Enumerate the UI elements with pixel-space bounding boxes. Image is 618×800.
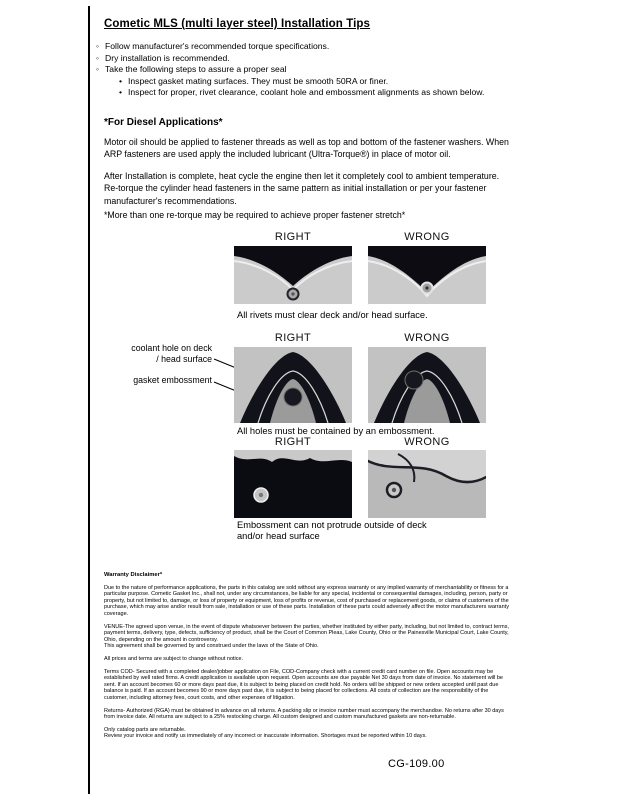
coolant-hole-callout: coolant hole on deck / head surface: [131, 343, 212, 364]
disclaimer-paragraph: Due to the nature of performance applications, the parts in this catalog are sold without any express warranty or any implied warranty of merchantability or fitness for a particular purpose. Cometic Gasket Inc., shall not, under any circumstances, be liable for any special, incidental or consequential damages, including, person, party or property, but not limited to, damage, or loss of property or equipment, loss of profits or revenue, cost of purchased or replacement goods, or claims of customers of the purchase, which may arise and/or result from sale, installation or use of these parts. Installation of these parts could adversely affect the motor manufacturers warranty coverage.: [104, 584, 509, 617]
rivet-wrong-diagram: [368, 246, 486, 304]
diagram-panel: [368, 450, 486, 518]
tips-sublist: [119, 76, 542, 99]
left-margin-line: [88, 6, 90, 794]
diagram-caption: All holes must be contained by an embossment.: [237, 426, 435, 436]
wrong-label: WRONG: [404, 231, 450, 243]
diagram-panel: [368, 347, 486, 423]
list-item-text: Take the following steps to assure a proper seal: [105, 64, 287, 74]
list-item: • Inspect gasket mating surfaces. They must be smooth 50RA or finer.: [119, 76, 542, 88]
right-label: RIGHT: [274, 332, 312, 344]
retorque-note: *More than one re-torque may be required to achieve proper fastener stretch*: [104, 210, 406, 220]
disclaimer-paragraph: All prices and terms are subject to change without notice.: [104, 655, 244, 662]
rivet-right-diagram: [234, 246, 352, 304]
warranty-disclaimer-heading: Warranty Disclaimer*: [104, 572, 163, 578]
disclaimer-paragraph: Returns- Authorized (RGA) must be obtained in advance on all returns. A packing slip or invoice number must accompany the merchandise. No returns after 30 days from invoice date. All returns are subject to a 25% restocking charge. All custom designed and custom manufactured gaskets are non-returnable.: [104, 707, 504, 721]
warranty-disclaimer: [104, 572, 512, 746]
gasket-embossment-callout: gasket embossment: [133, 375, 212, 385]
catalog-page-code: CG-109.00: [388, 758, 445, 770]
page-title: Cometic MLS (multi layer steel) Installation Tips: [104, 18, 371, 30]
diagram-panel: [234, 450, 352, 518]
disclaimer-paragraph: Review your invoice and notify us immediately of any incorrect or inaccurate information. Shortages must be reported within 10 days.: [104, 733, 427, 740]
tips-list: [96, 41, 542, 99]
diesel-paragraph-2: After Installation is complete, heat cycle the engine then let it completely cool to ambient temperature. Re-torque the cylinder head fasteners in the same pattern as initial installation or per your fastener manufacturer's recommendations.: [104, 171, 500, 206]
list-item: ◦ Follow manufacturer's recommended torque specifications.: [96, 41, 542, 53]
embossment-wrong-diagram: [368, 347, 486, 423]
right-label: RIGHT: [274, 436, 312, 448]
diagram-panel: [234, 246, 352, 304]
protrusion-wrong-diagram: [368, 450, 486, 518]
disclaimer-paragraph: Terms COD- Secured with a completed dealer/jobber application on File, COD-Company check with a current credit card number on file. Open accounts may be established by well rated firms. A credit application is available upon request. Open accounts are due payable Net 30 days from date of invoice. No statement will be sent. If an account becomes 60 or more days past due, it is subject to being placed on credit hold. No orders will be shipped or new orders accepted until past due balance is paid. If an account becomes 90 or more days past due, it is subject to being placed for collections. All costs of collection are the responsibility of the customer, including attorney fees, court costs, and other expenses of litigation.: [104, 668, 503, 701]
disclaimer-paragraph: Only catalog parts are returnable.: [104, 726, 186, 733]
wrong-label: WRONG: [404, 332, 450, 344]
embossment-right-diagram: [234, 347, 352, 423]
list-item: [96, 64, 542, 99]
right-label: RIGHT: [274, 231, 312, 243]
list-item: • Inspect for proper, rivet clearance, coolant hole and embossment alignments as shown below.: [119, 87, 542, 99]
list-item: ◦ Dry installation is recommended.: [96, 53, 542, 65]
disclaimer-paragraph: This agreement shall be governed by and construed under the laws of the State of Ohio.: [104, 643, 319, 650]
diagram-caption: Embossment can not protrude outside of deck and/or head surface: [237, 520, 427, 541]
protrusion-right-diagram: [234, 450, 352, 518]
diagram-panel: [368, 246, 486, 304]
diagram-panel: [234, 347, 352, 423]
wrong-label: WRONG: [404, 436, 450, 448]
diagram-caption: All rivets must clear deck and/or head surface.: [237, 310, 428, 320]
disclaimer-paragraph: VENUE-The agreed upon venue, in the event of dispute whatsoever between the parties, whether instituted by either party, including, but not limited to, contract terms, payment terms, delivery, type, defects, sufficiency of product, shall be the Court of Common Pleas, Lake County, Ohio or the Painesville Municipal Court, Lake County, Ohio, depending on the amount in controversy.: [104, 623, 509, 643]
diesel-paragraph-1: Motor oil should be applied to fastener threads as well as top and bottom of the fastener washers. When ARP fasteners are used apply the included lubricant (Ultra-Torque®) in place of motor oil.: [104, 137, 509, 160]
diesel-applications-heading: *For Diesel Applications*: [104, 117, 223, 128]
